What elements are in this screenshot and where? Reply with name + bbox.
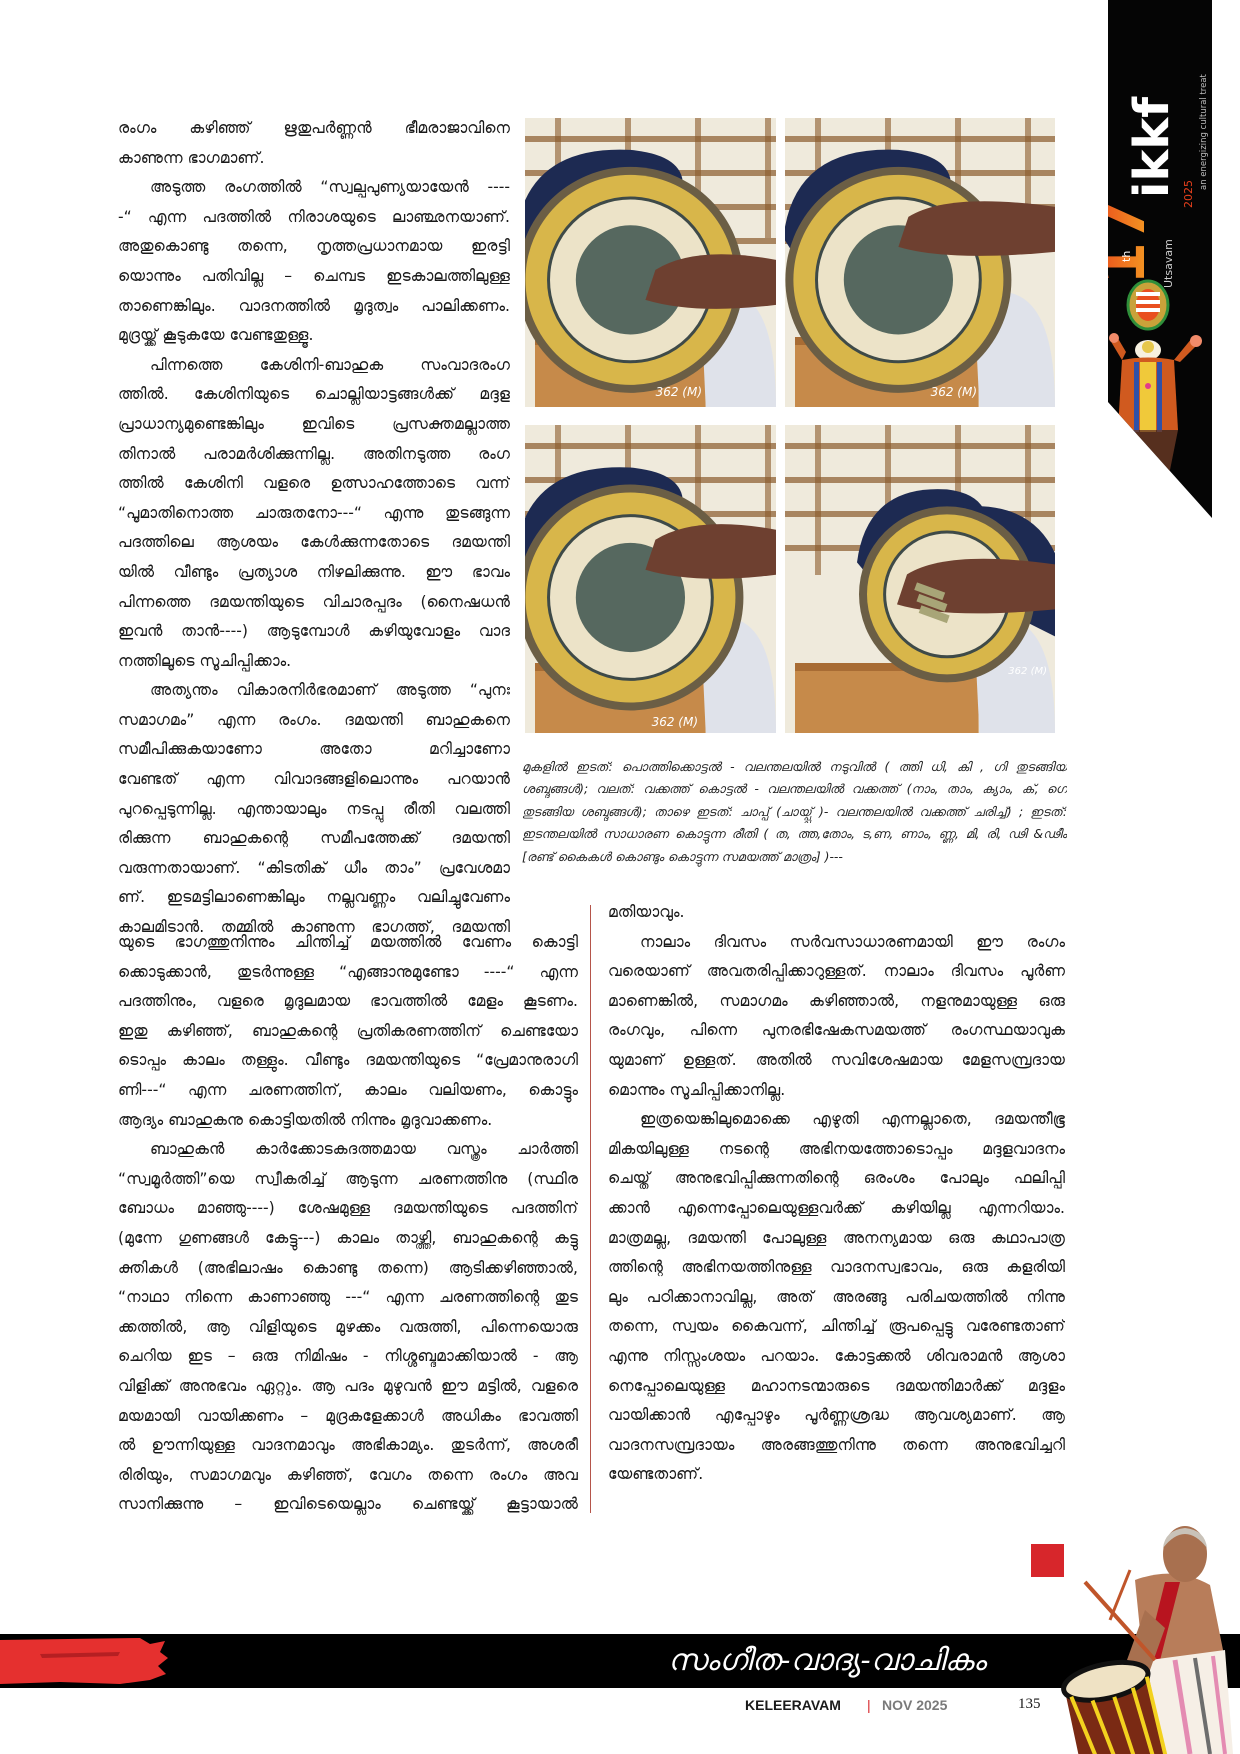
article-line: അടുത്ത രംഗത്തിൽ “സ്വല്പപുണ്യയായേൻ ----	[150, 178, 510, 197]
article-line: നെപ്പോലെയുള്ള മഹാനടന്മാരുടെ ദമയന്തിമാർക്ക് മദ്ദളം	[608, 1376, 1065, 1395]
article-line: ണ്. ഇടമട്ടിലാണെങ്കിലും നല്ലവണ്ണം വലിച്ചുവേണം	[118, 888, 510, 907]
chenda-drummer-image	[1055, 1510, 1240, 1754]
article-line: ചെറിയ ഇട – ഒരു നിമിഷം - നിശ്ശബ്ദമാക്കിയാൽ - ആ	[118, 1347, 578, 1366]
article-line: മികയിലുള്ള നടന്റെ അഭിനയത്തോടൊപ്പം മദ്ദളവാദനം	[608, 1139, 1065, 1158]
article-line: രിരിയും, സമാഗമവും കഴിഞ്ഞ്, വേഗം തന്നെ രംഗം അവ	[118, 1465, 578, 1484]
magazine-name: KELEERAVAM	[745, 1697, 841, 1713]
article-line: ഇത്രയെങ്കിലുമൊക്കെ എഴുതി എന്നല്ലാതെ, ദമയന്തീഭൂ	[640, 1110, 1065, 1129]
article-line: ചെയ്ത് അനുഭവിപ്പിക്കുന്നതിന്റെ ഒരംശം പോലും ഫലിപ്പി	[608, 1169, 1065, 1188]
article-line: പദത്തിലെ ആശയം കേൾക്കുന്നതോടെ ദമയന്തി	[118, 533, 510, 552]
article-line: രംഗവും, പിന്നെ പുനരഭിഷേകസമയത്ത് രംഗസ്ഥയാവുക	[608, 1021, 1065, 1040]
article-line: രംഗം കഴിഞ്ഞ് ഋതുപർണ്ണൻ ഭീമരാജാവിനെ	[118, 119, 510, 137]
article-line: എന്നു നിസ്സംശയം പറയാം. കോട്ടക്കൽ ശിവരാമൻ ആശാ	[608, 1346, 1065, 1365]
article-line: പ്രാധാന്യമുണ്ടെങ്കിലും ഇവിടെ പ്രസക്തമല്ലാത്ത	[118, 414, 510, 433]
article-line: നാലാം ദിവസം സർവസാധാരണമായി ഈ രംഗം	[640, 932, 1065, 951]
article-line: പിന്നത്തെ ദമയന്തിയുടെ വിചാരപ്പദം (നൈഷധൻ	[118, 592, 510, 611]
article-line: അത്യന്തം വികാരനിർഭരമാണ് അടുത്ത “പുനഃ	[150, 681, 510, 700]
article-line: ത്തിൽ കേശിനി വളരെ ഉത്സാഹത്തോടെ വന്ന്	[118, 474, 510, 493]
article-line: കാണുന്ന ഭാഗമാണ്.	[118, 148, 265, 167]
article-line: -“ എന്ന പദത്തിൽ നിരാശയുടെ ലാഞ്ഛനയാണ്.	[118, 207, 510, 226]
column-divider	[590, 905, 591, 1513]
article-line: സാനിക്കുന്നു – ഇവിടെയെല്ലാം ചെണ്ടയ്ക്ക് കൂട്ടായാൽ	[118, 1495, 578, 1514]
article-line: പിന്നത്തെ കേശിനി-ബാഹുക സംവാദരംഗ	[150, 355, 510, 374]
article-column-left-top	[118, 114, 510, 943]
article-line: ആദ്യം ബാഹുകനു കൊട്ടിയതിൽ നിന്നും മൃദുവാക്കണം.	[118, 1110, 493, 1129]
article-line: സമാഗമം” എന്ന രംഗം. ദമയന്തി ബാഹുകനെ	[118, 710, 510, 729]
article-line: വരുന്നതായാണ്. “കിടതിക് ധീം താം” പ്രവേശമാ	[118, 858, 510, 877]
article-line: ക്കത്തിൽ, ആ വിളിയുടെ മുഴക്കം വരുത്തി, പിന്നെയൊരു	[118, 1317, 578, 1336]
article-line: യേണ്ടതാണ്.	[608, 1465, 704, 1484]
article-line: സമീപിക്കുകയാണോ അതോ മറിച്ചാണോ	[118, 740, 510, 759]
article-line: ബോധം മാഞ്ഞു----) ശേഷമുള്ള ദമയന്തിയുടെ പദത്തിന്	[118, 1199, 578, 1218]
article-column-left-bottom	[118, 928, 578, 1520]
photo-caption	[522, 756, 1067, 868]
article-line: ത്തിന്റെ അഭിനയത്തിനുള്ള വാദനസ്വഭാവം, ഒരു കളരിയി	[608, 1258, 1065, 1277]
article-line: പദത്തിനും, വളരെ മൃദുലമായ ഭാവത്തിൽ മേളം കൂടണം.	[118, 992, 578, 1011]
section-title: സംഗീത-വാദ്യ-വാചികം	[668, 1643, 986, 1678]
drum-photo-illustration	[785, 425, 1055, 733]
article-line: “പൂമാതിനൊത്ത ചാരുതനോ---“ എന്നു തുടങ്ങുന്ന	[118, 503, 510, 522]
footer-band	[0, 1634, 1240, 1688]
page-number: 135	[1018, 1696, 1041, 1712]
caption-line: [രണ്ട് കൈകൾ കൊണ്ടും കൊട്ടുന്ന സമയത്ത് മാത്രം] )---	[522, 848, 843, 864]
banner-ordinal-suffix: th	[1120, 250, 1133, 262]
photo-maddalam-top-left	[525, 118, 776, 407]
drum-photo-illustration	[785, 118, 1055, 407]
banner-logo: ikkf	[1124, 96, 1180, 198]
drum-photo-illustration	[525, 118, 776, 407]
article-line: രിക്കുന്ന ബാഹുകന്റെ സമീപത്തേക്ക് ദമയന്തി	[118, 829, 510, 848]
article-line: “നാഥാ നിന്നെ കാണാഞ്ഞു ---“ എന്ന ചരണത്തിന്റെ തുട	[118, 1288, 578, 1307]
article-line: യുമാണ് ഉള്ളത്. അതിൽ സവിശേഷമായ മേളസമ്പ്രദായ	[608, 1050, 1065, 1069]
banner-graphic	[1108, 0, 1212, 520]
article-line: മതിയാവും.	[608, 903, 685, 921]
article-line: യിൽ വീണ്ടും പ്രത്യാശ നിഴലിക്കുന്നു. ഈ ഭാവം	[118, 562, 510, 581]
article-line: ലും പഠിക്കാനാവില്ല, അത് അരങ്ങു പരിചയത്തിൽ നിന്നു	[608, 1287, 1065, 1306]
photo-maddalam-bottom-left	[525, 425, 776, 733]
article-line: (മുന്നേ ഗുണങ്ങൾ കേട്ടു---) കാലം താഴ്ത്തി, ബാഹുകന്റെ കട്ടു	[118, 1228, 578, 1247]
banner-ordinal: 17	[1108, 198, 1159, 285]
article-line: മാണെങ്കിൽ, സമാഗമം കഴിഞ്ഞാൽ, നളനുമായുള്ള ഒരു	[608, 991, 1065, 1010]
caption-line: ഇടന്തലയിൽ സാധാരണ കൊട്ടുന്ന രീതി ( ത, ത്ത,തോം, ട,ണ, ണാം, ണ്ണ, മി, രി, ഢി &ഢീം	[522, 826, 1067, 842]
article-line: തിനാൽ പരാമർശിക്കുന്നില്ല. അതിനടുത്ത രംഗ	[118, 444, 510, 463]
article-line: വേണ്ടത് എന്ന വിവാദങ്ങളിലൊന്നും പറയാൻ	[118, 770, 510, 789]
article-line: ഇതു കഴിഞ്ഞ്, ബാഹുകന്റെ പ്രതികരണത്തിന് ചെണ്ടയോ	[118, 1021, 578, 1040]
article-line: ഇവൻ താൻ----) ആടുമ്പോൾ കഴിയുവോളം വാദ	[118, 622, 510, 641]
festival-banner	[1108, 0, 1212, 520]
caption-line: തുടങ്ങിയ ശബ്ദങ്ങൾ); താഴെ ഇടത്: ചാപ്പ് (ചായ്പ്പ് )- വലന്തലയിൽ വക്കത്ത് ചരിച്ച്) ; ഇടത്:	[522, 803, 1067, 819]
caption-line: ശബ്ദങ്ങൾ); വലത്: വക്കത്ത് കൊട്ടൽ - വലന്തലയിൽ വക്കത്ത് (നാം, താം, ക്യാം, ക്, ഗെ	[522, 781, 1067, 797]
article-line: ണി---“ എന്ന ചരണത്തിന്, കാലം വലിയണം, കൊട്ടും	[118, 1080, 578, 1099]
footer-separator: |	[867, 1697, 871, 1713]
banner-tagline: an energizing cultural treat	[1199, 74, 1209, 190]
article-line: യുടെ ഭാഗത്തുനിന്നും ചിന്തിച്ച് മയത്തിൽ വേണം കൊട്ടി	[118, 933, 578, 951]
article-line: താണെങ്കിലും. വാദനത്തിൽ മൃദുത്വം പാലിക്കണം.	[118, 296, 510, 315]
banner-word: Utsavam	[1162, 239, 1175, 288]
banner-year: 2025	[1182, 180, 1195, 208]
article-line: മയമായി വായിക്കണം – മുദ്രകളേക്കാൾ അധികം ഭാവത്തി	[118, 1406, 578, 1425]
article-line: തന്നെ, സ്വയം കൈവന്ന്, ചിന്തിച്ച് രൂപപ്പെട്ടു വരേണ്ടതാണ്	[608, 1317, 1065, 1336]
article-line: വരെയാണ് അവതരിപ്പിക്കാറുള്ളത്. നാലാം ദിവസം പൂർണ	[608, 962, 1065, 981]
article-line: നത്തിലൂടെ സൂചിപ്പിക്കാം.	[118, 651, 292, 670]
article-line: പുറപ്പെടുന്നില്ല. എന്തായാലും നടപ്പു രീതി വലത്തി	[118, 799, 510, 818]
article-line: മുദ്രയ്ക്ക് കൂടുകയേ വേണ്ടതുള്ളൂ.	[118, 326, 314, 345]
article-line: ത്തിൽ. കേശിനിയുടെ ചൊല്ലിയാട്ടങ്ങൾക്ക് മദ്ദള	[118, 385, 510, 404]
article-line: വാദനസമ്പ്രദായം അരങ്ങത്തുനിന്നു തന്നെ അനുഭവിച്ചറി	[608, 1435, 1065, 1454]
red-brush-stroke	[0, 1634, 1240, 1688]
article-line: വിളിക്ക് അനുഭവം ഏറ്റും. ആ പദം മുഴുവൻ ഈ മട്ടിൽ, വളരെ	[118, 1376, 578, 1395]
article-line: ക്കാൻ എന്നെപ്പോലെയുള്ളവർക്ക് കഴിയില്ല എന്നറിയാം.	[608, 1198, 1065, 1217]
photo-label: 362 (M)	[655, 385, 702, 399]
article-line: “സ്വമൂർത്തി”യെ സ്വീകരിച്ച് ആടുന്ന ചരണത്തിനു (സ്ഥിര	[118, 1169, 578, 1188]
article-line: മാത്രമല്ല, ദമയന്തി പോലുള്ള അനന്യമായ ഒരു കഥാപാത്ര	[608, 1228, 1065, 1247]
photo-maddalam-top-right	[785, 118, 1055, 407]
article-line: ടൊപ്പം കാലം തള്ളും. വീണ്ടും ദമയന്തിയുടെ “പ്രേമാനുരാഗി	[118, 1051, 578, 1070]
article-line: വായിക്കാൻ എപ്പോഴും പൂർണ്ണശ്രദ്ധ ആവശ്യമാണ്. ആ	[608, 1406, 1065, 1425]
article-line: മൊന്നും സൂചിപ്പിക്കാനില്ല.	[608, 1080, 786, 1099]
article-column-right	[608, 898, 1065, 1490]
photo-label: 362 (M)	[651, 715, 698, 729]
drum-photo-illustration	[525, 425, 776, 733]
article-line: യൊന്നും പതിവില്ല – ചെമ്പട ഇടകാലത്തിലുള്ള	[118, 266, 510, 285]
article-line: ക്തികൾ (അഭിലാഷം കൊണ്ടു തന്നെ) ആടിക്കഴിഞ്ഞാൽ,	[118, 1258, 578, 1277]
article-line: ൽ ഊന്നിയുള്ള വാദനമാവും അഭികാമ്യം. തുടർന്ന്, അശരീ	[118, 1436, 578, 1455]
photo-label: 362 (M)	[1008, 666, 1047, 677]
article-line: അതുകൊണ്ടു തന്നെ, നൃത്തപ്രധാനമായ ഇരട്ടി	[118, 237, 510, 256]
article-line: ക്കൊടുക്കാൻ, തുടർന്നുള്ള “എങ്ങാനുമുണ്ടോ ----“ എന്ന	[118, 962, 578, 981]
photo-label: 362 (M)	[930, 385, 977, 399]
caption-line: മുകളിൽ ഇടത്: പൊത്തിക്കൊട്ടൽ - വലന്തലയിൽ നടുവിൽ ( ത്തി ധി, കി , ഗി തുടങ്ങിയ	[522, 759, 1067, 774]
issue-date: NOV 2025	[882, 1697, 948, 1713]
photo-maddalam-bottom-right	[785, 425, 1055, 733]
article-line: ബാഹുകൻ കാർക്കോടകദത്തമായ വസ്ത്രം ചാർത്തി	[150, 1140, 578, 1159]
article-line: കാലമിടാൻ. തമ്മിൽ കാണുന്ന ഭാഗത്ത്, ദമയന്തി	[118, 918, 510, 937]
